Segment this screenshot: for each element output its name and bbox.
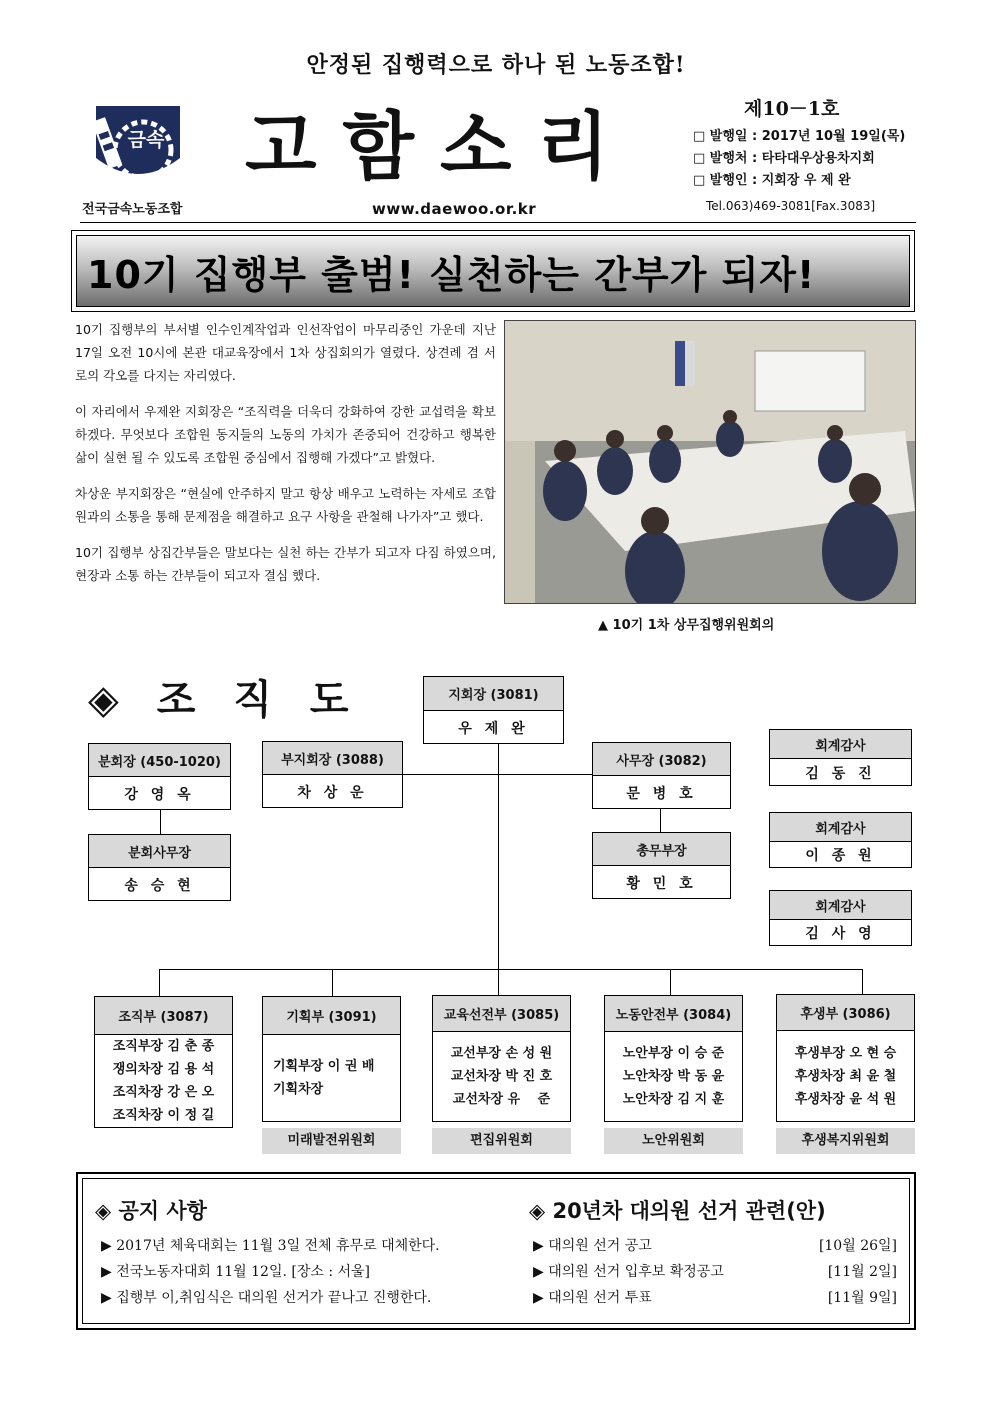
election-item-label: ▶ 대의원 선거 투표 — [533, 1290, 652, 1306]
connector-line — [498, 744, 499, 970]
notice-box — [76, 1172, 916, 1330]
notice-item: ▶ 집행부 이,취임식은 대의원 선거가 끝나고 진행한다. — [101, 1290, 432, 1306]
publisher: □ 발행처 : 타타대우상용차지회 — [693, 151, 875, 166]
article-paragraph: 10기 집행부의 부서별 인수인계작업과 인선작업이 마무리중인 가운데 지난 17일 오전 10시에 본관 대교육장에서 1차 상집회의가 열렸다. 상견례 겸 서로의 각오를 다지는 자리였다. — [75, 322, 496, 383]
org-box-name: 황 민 호 — [626, 875, 697, 892]
org-box-title: 총무부장 — [593, 833, 730, 866]
website-url[interactable]: www.daewoo.or.kr — [372, 200, 537, 218]
election-list — [533, 1233, 897, 1311]
committee-label: 편집위원회 — [432, 1128, 571, 1154]
dept-member: 후생차장 최 윤 철 — [794, 1068, 897, 1084]
org-box-name: 김 동 진 — [805, 765, 876, 782]
org-box-branch-secretary — [88, 834, 231, 901]
article-paragraph: 10기 집행부 상집간부들은 말보다는 실천 하는 간부가 되고자 다짐 하였으며, 현장과 소통 하는 간부들이 되고자 결심 했다. — [75, 545, 496, 583]
dept-members — [433, 1032, 570, 1121]
issue-number: 제10－1호 — [744, 98, 840, 120]
connector-line — [332, 969, 333, 997]
connector-line — [498, 969, 499, 997]
election-item-date: [10월 26일] — [818, 1238, 897, 1254]
newsletter-title: 고함소리 — [245, 104, 635, 190]
headline-banner — [71, 230, 915, 312]
connector-line — [670, 969, 671, 997]
dept-member: 조직차장 강 은 오 — [112, 1085, 215, 1100]
org-box-auditor — [769, 729, 912, 786]
dept-member: 조직차장 이 정 길 — [112, 1108, 215, 1123]
org-box-name: 차 상 운 — [297, 784, 368, 801]
org-box-name: 문 병 호 — [626, 785, 697, 802]
org-box-title: 분회장 (450-1020) — [89, 744, 230, 777]
org-box-general-affairs — [592, 832, 731, 899]
election-item-label: ▶ 대의원 선거 공고 — [533, 1238, 652, 1254]
org-box-title: 사무장 (3082) — [593, 743, 730, 776]
dept-box-welfare — [776, 994, 915, 1122]
dept-box-planning — [262, 996, 401, 1122]
org-box-title: 분회사무장 — [89, 835, 230, 868]
connector-line — [159, 969, 863, 970]
header-divider — [80, 222, 916, 223]
dept-title: 조직부 (3087) — [95, 997, 232, 1035]
dept-title: 노동안전부 (3084) — [605, 996, 742, 1032]
dept-member: 교선차장 유 준 — [452, 1092, 551, 1107]
notice-item: ▶ 2017년 체육대회는 11월 3일 전체 휴무로 대체한다. — [101, 1238, 440, 1254]
election-item-date: [11월 2일] — [827, 1264, 897, 1280]
dept-member: 교선부장 손 성 원 — [450, 1046, 553, 1061]
connector-line — [159, 969, 160, 997]
dept-box-labor-safety — [604, 995, 743, 1122]
org-box-name: 송 승 현 — [124, 877, 195, 894]
org-box-title: 회계감사 — [770, 813, 911, 842]
dept-members — [95, 1035, 232, 1127]
dept-box-organization — [94, 996, 233, 1128]
committee-label: 미래발전위원회 — [262, 1128, 401, 1154]
election-item-label: ▶ 대의원 선거 입후보 확정공고 — [533, 1264, 724, 1280]
committee-label: 노안위원회 — [604, 1128, 743, 1154]
notice-title: ◈ 공지 사항 — [95, 1199, 207, 1223]
contact-phone: Tel.063)469-3081[Fax.3083] — [706, 199, 876, 213]
dept-member: 후생부장 오 현 승 — [794, 1045, 897, 1061]
election-item — [533, 1233, 897, 1259]
headline: 10기 집행부 출범! 실천하는 간부가 되자! — [87, 252, 816, 297]
dept-members — [605, 1032, 742, 1121]
org-box-title: 부지회장 (3088) — [263, 742, 402, 775]
union-name: 전국금속노동조합 — [82, 202, 183, 217]
org-box-title: 지회장 (3081) — [424, 677, 563, 711]
dept-member: 기획차장 — [273, 1082, 324, 1097]
dept-members — [263, 1035, 400, 1121]
meeting-photo — [504, 320, 916, 604]
org-box-auditor — [769, 812, 912, 868]
connector-line — [862, 969, 863, 997]
dept-member: 노안차장 김 지 훈 — [622, 1092, 725, 1107]
article-paragraph: 이 자리에서 우제완 지회장은 “조직력을 더욱더 강화하여 강한 교섭력을 확보하겠다. 무엇보다 조합원 동지들의 노동의 가치가 존중되어 건강하고 행복한 삶이 실현 될 수 있도록 조합원 중심에서 집행해 가겠다”고 밝혔다. — [75, 404, 496, 465]
connector-line — [403, 774, 594, 775]
org-box-branch — [88, 743, 231, 810]
election-item — [533, 1259, 897, 1285]
union-logo — [88, 98, 188, 192]
org-box-secretary-general — [592, 742, 731, 809]
committee-label: 후생복지위원회 — [776, 1128, 915, 1154]
election-title: ◈ 20년차 대의원 선거 관련(안) — [529, 1199, 826, 1223]
slogan: 안정된 집행력으로 하나 된 노동조합! — [306, 52, 686, 78]
org-box-auditor — [769, 890, 912, 946]
photo-caption: ▲ 10기 1차 상무집행위원회의 — [598, 618, 775, 633]
election-item-date: [11월 9일] — [827, 1290, 897, 1306]
dept-members — [777, 1031, 914, 1121]
org-box-name: 이 종 원 — [805, 848, 876, 864]
org-box-vice-chair — [262, 741, 403, 808]
dept-title: 후생부 (3086) — [777, 995, 914, 1031]
dept-member: 노안부장 이 승 준 — [622, 1046, 725, 1061]
org-box-title: 회계감사 — [770, 891, 911, 920]
article-paragraph: 차상운 부지회장은 “현실에 안주하지 말고 항상 배우고 노력하는 자세로 조합원과의 소통을 통해 문제점을 해결하고 요구 사항을 관철해 나가자”고 했다. — [75, 486, 496, 524]
connector-line — [160, 810, 161, 834]
org-box-chair — [423, 676, 564, 744]
svg-text:금속: 금속 — [127, 129, 165, 151]
dept-member: 쟁의차장 김 용 석 — [112, 1062, 215, 1077]
org-box-name: 강 영 옥 — [124, 786, 195, 803]
org-box-name: 김 사 영 — [805, 926, 876, 942]
dept-member: 후생차장 윤 석 원 — [794, 1091, 897, 1107]
notice-list — [101, 1233, 521, 1311]
dept-title: 기획부 (3091) — [263, 997, 400, 1035]
connector-line — [660, 808, 661, 832]
dept-box-education — [432, 995, 571, 1122]
editor: □ 발행인 : 지회장 우 제 완 — [693, 173, 851, 188]
org-box-title: 회계감사 — [770, 730, 911, 759]
notice-item: ▶ 전국노동자대회 11월 12일. [장소 : 서울] — [101, 1264, 370, 1280]
dept-member: 기획부장 이 권 배 — [273, 1059, 375, 1074]
dept-member: 교선차장 박 진 호 — [450, 1069, 553, 1084]
election-item — [533, 1285, 897, 1311]
org-box-name: 우 제 완 — [458, 720, 529, 737]
org-chart-title: ◈ 조 직 도 — [88, 677, 361, 723]
publication-date: □ 발행일 : 2017년 10월 19일(목) — [693, 129, 906, 144]
publication-info — [693, 126, 905, 192]
dept-member: 조직부장 김 춘 종 — [112, 1039, 215, 1054]
article-body — [75, 318, 496, 600]
dept-member: 노안차장 박 동 윤 — [622, 1069, 725, 1084]
dept-title: 교육선전부 (3085) — [433, 996, 570, 1032]
